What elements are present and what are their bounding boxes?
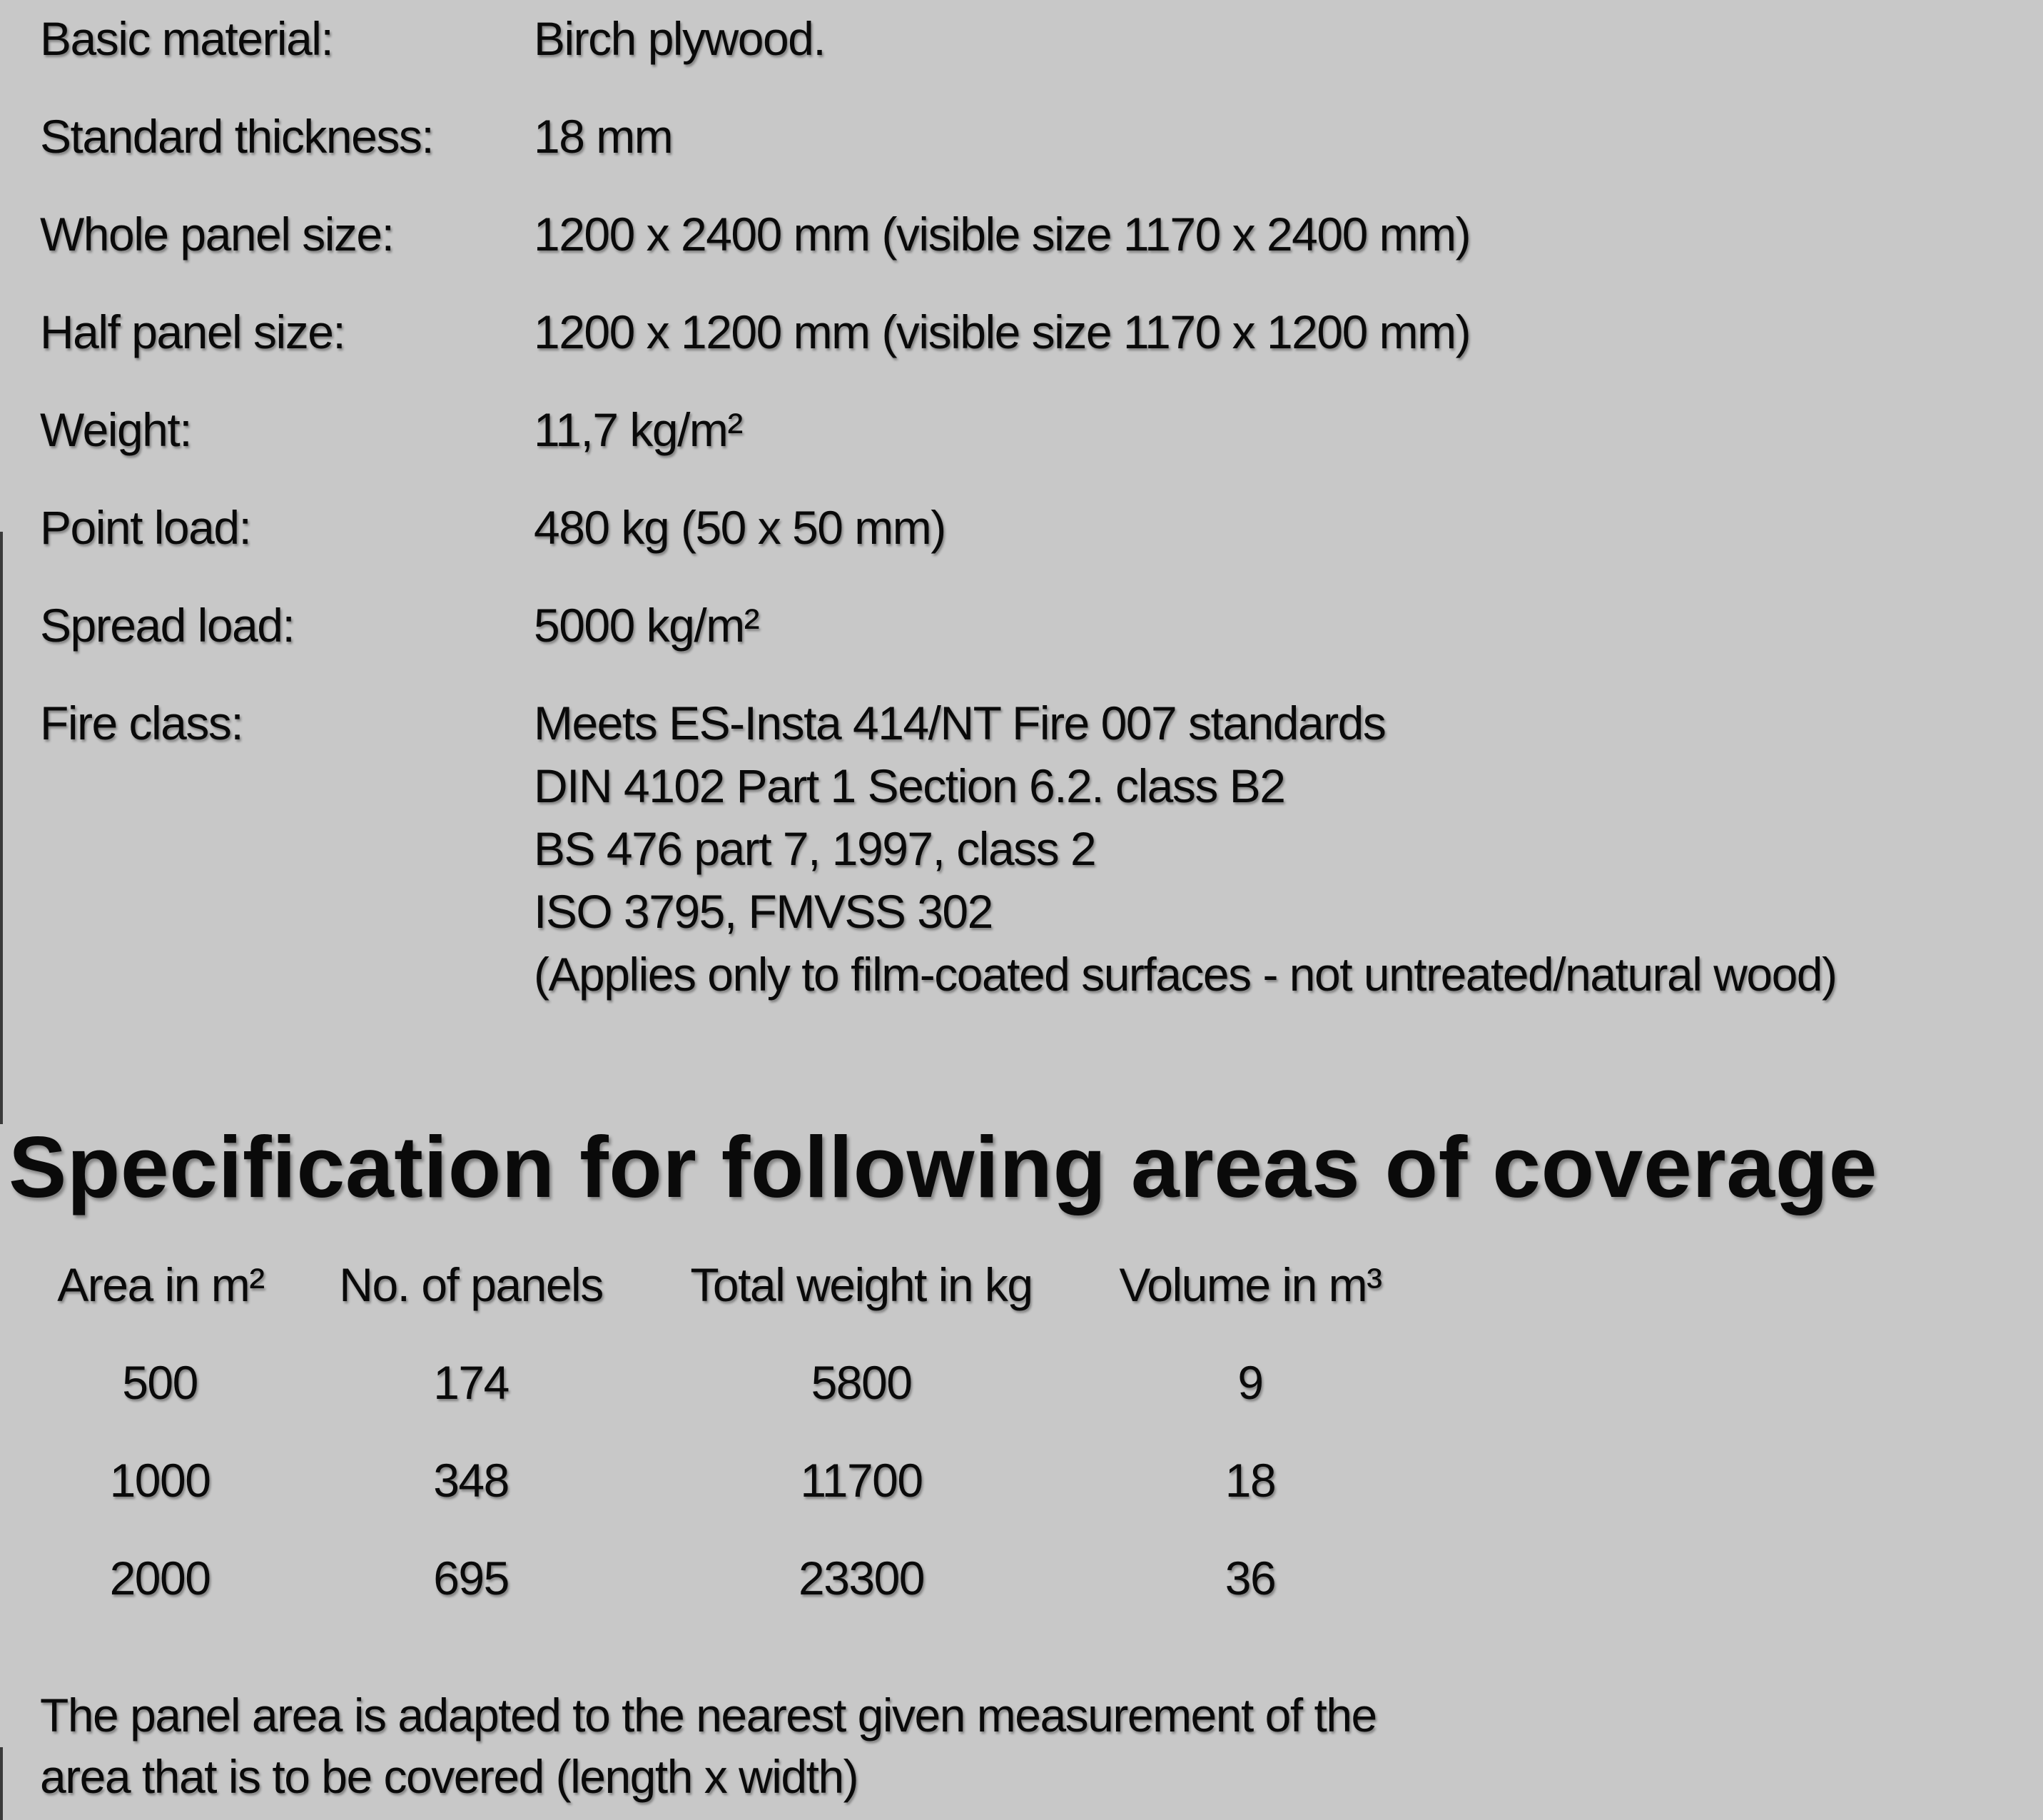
spec-value: 18 mm xyxy=(534,110,673,163)
footnote-line: The panel area is adapted to the nearest given measurement of the xyxy=(40,1689,1377,1741)
fire-line: ISO 3795, FMVSS 302 xyxy=(534,885,993,938)
table-cell: 348 xyxy=(433,1454,509,1507)
table-header: Total weight in kg xyxy=(690,1258,1033,1311)
table-cell: 5800 xyxy=(811,1356,912,1409)
spec-label: Weight: xyxy=(40,403,192,456)
table-cell: 9 xyxy=(1237,1356,1263,1409)
spec-label: Spread load: xyxy=(40,599,295,652)
table-header: Volume in m³ xyxy=(1119,1258,1382,1311)
spec-label: Half panel size: xyxy=(40,305,345,358)
table-cell: 11700 xyxy=(800,1454,923,1507)
spec-label: Standard thickness: xyxy=(40,110,434,163)
table-cell: 23300 xyxy=(798,1552,925,1604)
left-edge-divider-lower xyxy=(0,1747,3,1820)
coverage-footnote xyxy=(40,1684,1377,1807)
spec-value: 1200 x 2400 mm (visible size 1170 x 2400 mm) xyxy=(534,208,1471,261)
left-edge-divider xyxy=(0,532,3,1124)
table-cell: 18 xyxy=(1225,1454,1276,1507)
table-cell: 695 xyxy=(433,1552,509,1604)
table-cell: 500 xyxy=(122,1356,198,1409)
fire-class-standards xyxy=(534,692,1837,1006)
fire-line: BS 476 part 7, 1997, class 2 xyxy=(534,822,1096,875)
coverage-heading: Specification for following areas of coverage xyxy=(9,1118,1877,1215)
spec-value: 480 kg (50 x 50 mm) xyxy=(534,501,946,554)
table-header: Area in m² xyxy=(57,1258,264,1311)
table-header: No. of panels xyxy=(339,1258,603,1311)
spec-value: Birch plywood. xyxy=(534,12,826,65)
fire-line: (Applies only to film-coated surfaces - not untreated/natural wood) xyxy=(534,948,1837,1001)
fire-line: Meets ES-Insta 414/NT Fire 007 standards xyxy=(534,697,1386,749)
spec-label: Whole panel size: xyxy=(40,208,394,261)
spec-label: Fire class: xyxy=(40,697,243,749)
fire-line: DIN 4102 Part 1 Section 6.2. class B2 xyxy=(534,759,1285,812)
spec-label: Basic material: xyxy=(40,12,333,65)
footnote-line: area that is to be covered (length x width) xyxy=(40,1750,858,1803)
table-cell: 36 xyxy=(1225,1552,1276,1604)
spec-value: 5000 kg/m² xyxy=(534,599,759,652)
spec-label: Point load: xyxy=(40,501,251,554)
spec-value: 1200 x 1200 mm (visible size 1170 x 1200 mm) xyxy=(534,305,1471,358)
table-cell: 1000 xyxy=(109,1454,211,1507)
table-cell: 2000 xyxy=(109,1552,211,1604)
spec-value: 11,7 kg/m² xyxy=(534,403,742,456)
table-cell: 174 xyxy=(433,1356,509,1409)
